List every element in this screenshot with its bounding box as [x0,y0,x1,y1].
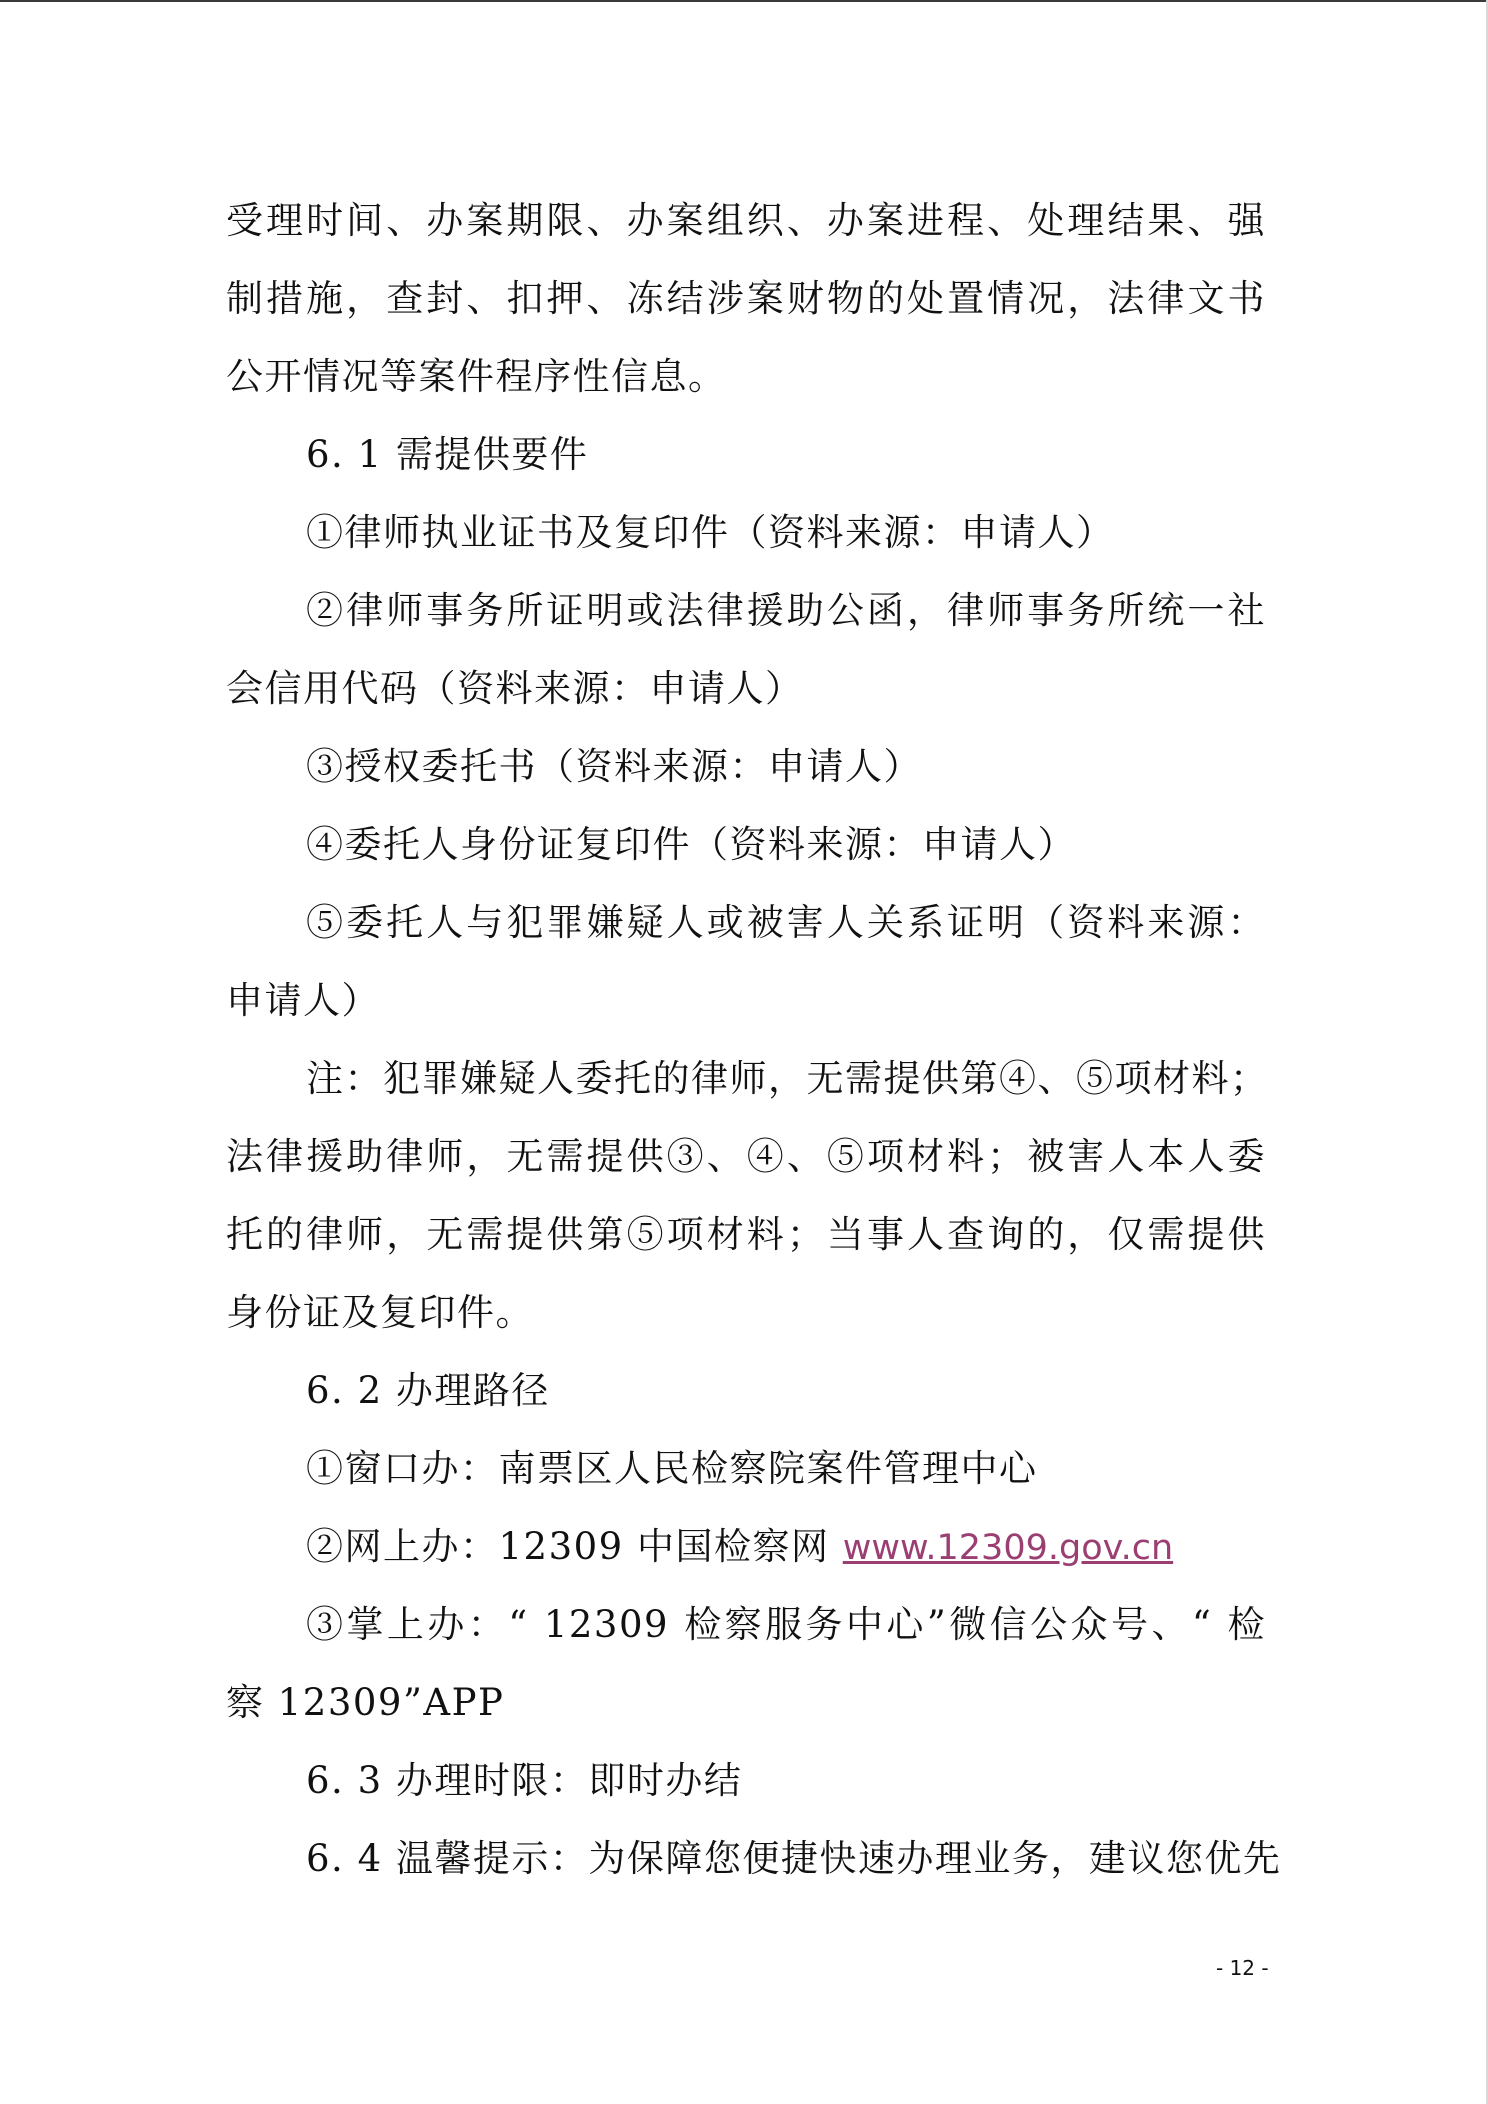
list-item: ①律师执业证书及复印件（资料来源：申请人） [306,511,1115,554]
section-heading: 6. 3 办理时限：即时办结 [306,1759,743,1802]
section-heading: 6. 1 需提供要件 [306,433,589,476]
note-line: 身份证及复印件。 [226,1291,534,1334]
list-item: ③掌上办：“ 12309 检察服务中心”微信公众号、“ 检 [306,1603,1266,1646]
paragraph-line: 制措施，查封、扣押、冻结涉案财物的处置情况，法律文书 [226,277,1266,320]
list-item: ①窗口办：南票区人民检察院案件管理中心 [306,1447,1038,1490]
paragraph-line: 公开情况等案件程序性信息。 [226,355,727,398]
procuratorate-website-link[interactable]: www.12309.gov.cn [842,1528,1174,1568]
section-heading: 6. 4 温馨提示：为保障您便捷快速办理业务，建议您优先 [306,1837,1282,1880]
list-item: ②律师事务所证明或法律援助公函，律师事务所统一社 [306,589,1266,632]
page-top-border [0,0,1488,2]
note-line: 注：犯罪嫌疑人委托的律师，无需提供第④、⑤项材料； [306,1057,1269,1100]
list-item: ⑤委托人与犯罪嫌疑人或被害人关系证明（资料来源： [306,901,1266,944]
paragraph-line: 受理时间、办案期限、办案组织、办案进程、处理结果、强 [226,199,1266,242]
list-item-online [226,1508,1266,1586]
online-channel-text: ②网上办：12309 中国检察网 [306,1525,843,1568]
list-item-continuation: 申请人） [226,979,380,1022]
document-body [226,182,1282,1898]
note-line: 法律援助律师，无需提供③、④、⑤项材料；被害人本人委 [226,1135,1266,1178]
note-line: 托的律师，无需提供第⑤项材料；当事人查询的，仅需提供 [226,1213,1266,1256]
list-item: ③授权委托书（资料来源：申请人） [306,745,922,788]
section-heading: 6. 2 办理路径 [306,1369,550,1412]
list-item-continuation: 察 12309”APP [226,1681,505,1724]
list-item: ④委托人身份证复印件（资料来源：申请人） [306,823,1076,866]
page-number: - 12 - [1216,1956,1269,1980]
list-item-continuation: 会信用代码（资料来源：申请人） [226,667,804,710]
